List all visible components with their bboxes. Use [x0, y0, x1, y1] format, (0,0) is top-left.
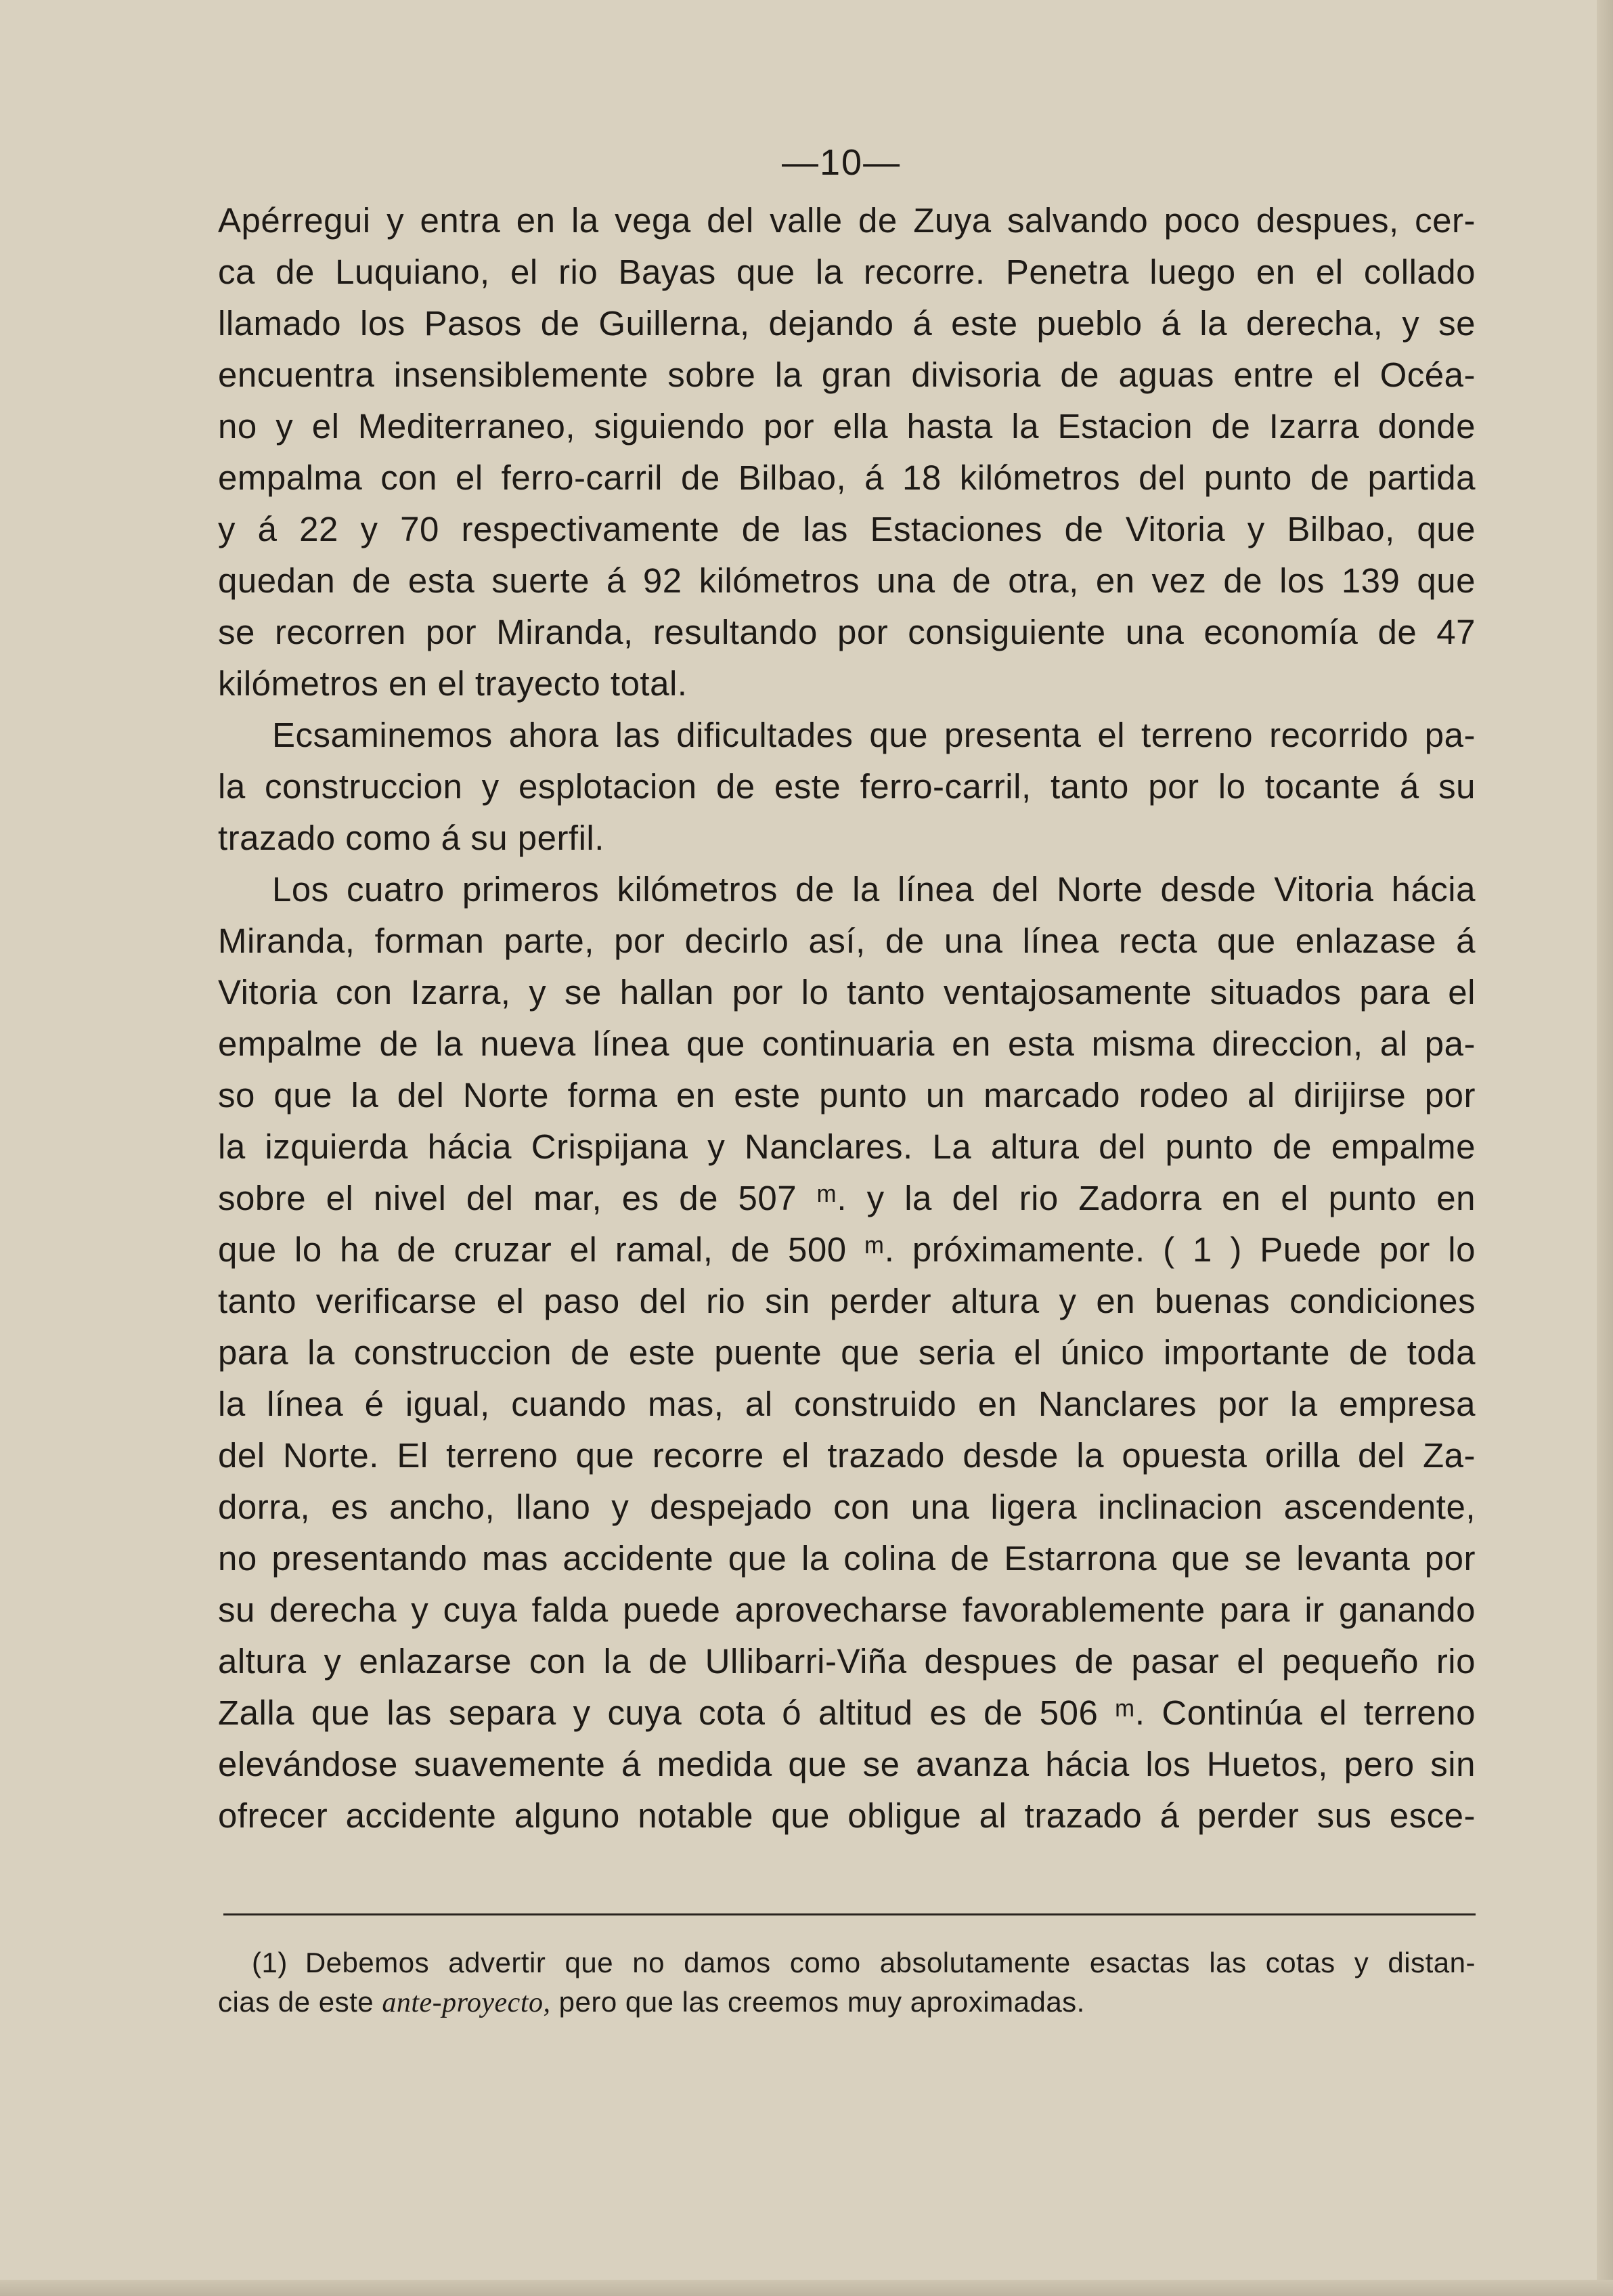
text-line: tanto verificarse el paso del rio sin perder altura y en buenas condiciones: [218, 1282, 1476, 1320]
footnote-divider: [223, 1913, 1476, 1915]
text-line: empalme de la nueva línea que continuaria en esta misma direccion, al pa-: [218, 1024, 1476, 1063]
text-line: su derecha y cuya falda puede aprovecharse favorablemente para ir ganando: [218, 1590, 1476, 1629]
paragraph-first-line: Los cuatro primeros kilómetros de la línea del Norte desde Vitoria hácia: [272, 870, 1476, 909]
footnote-text: cias de este: [218, 1986, 382, 2018]
page-number: —10—: [782, 142, 902, 183]
text-line: no presentando mas accidente que la colina de Estarrona que se levanta por: [218, 1539, 1476, 1578]
paragraph-first-line: Ecsaminemos ahora las dificultades que presenta el terreno recorrido pa-: [272, 716, 1476, 754]
text-line: Zalla que las separa y cuya cota ó altitud es de 506 ᵐ. Continúa el terreno: [218, 1693, 1476, 1732]
text-line: que lo ha de cruzar el ramal, de 500 ᵐ. próximamente. ( 1 ) Puede por lo: [218, 1230, 1476, 1269]
text-line: so que la del Norte forma en este punto un marcado rodeo al dirijirse por: [218, 1076, 1476, 1114]
footnote-mark: (1): [252, 1947, 288, 1978]
text-line: la construccion y esplotacion de este ferro-carril, tanto por lo tocante á su: [218, 767, 1476, 806]
text-line: trazado como á su perfil.: [218, 819, 604, 857]
page-edge-shadow: [1597, 0, 1613, 2296]
text-line: dorra, es ancho, llano y despejado con una ligera inclinacion ascendente,: [218, 1488, 1476, 1526]
text-line: Apérregui y entra en la vega del valle de Zuya salvando poco despues, cer-: [218, 201, 1476, 240]
text-line: sobre el nivel del mar, es de 507 ᵐ. y la del rio Zadorra en el punto en: [218, 1179, 1476, 1217]
page-edge-shadow-bottom: [0, 2280, 1613, 2296]
text-line: Vitoria con Izarra, y se hallan por lo tanto ventajosamente situados para el: [218, 973, 1476, 1012]
footnote-italic-term: ante-proyecto,: [382, 1987, 551, 2018]
footnote-text: pero que las creemos muy aproximadas.: [550, 1986, 1085, 2018]
text-line: encuentra insensiblemente sobre la gran divisoria de aguas entre el Océa-: [218, 355, 1476, 394]
text-line: para la construccion de este puente que seria el único importante de toda: [218, 1333, 1476, 1372]
text-line: del Norte. El terreno que recorre el trazado desde la opuesta orilla del Za-: [218, 1436, 1476, 1475]
text-line: ca de Luquiano, el rio Bayas que la recorre. Penetra luego en el collado: [218, 253, 1476, 291]
text-line: empalma con el ferro-carril de Bilbao, á 18 kilómetros del punto de partida: [218, 458, 1476, 497]
text-line: llamado los Pasos de Guillerna, dejando á este pueblo á la derecha, y se: [218, 304, 1476, 343]
text-line: kilómetros en el trayecto total.: [218, 664, 688, 703]
text-line: se recorren por Miranda, resultando por consiguiente una economía de 47: [218, 613, 1476, 651]
text-line: Miranda, forman parte, por decirlo así, de una línea recta que enlazase á: [218, 922, 1476, 960]
text-line: la línea é igual, cuando mas, al construido en Nanclares por la empresa: [218, 1385, 1476, 1423]
text-line: y á 22 y 70 respectivamente de las Estaciones de Vitoria y Bilbao, que: [218, 510, 1476, 548]
text-line: quedan de esta suerte á 92 kilómetros una de otra, en vez de los 139 que: [218, 561, 1476, 600]
text-line: ofrecer accidente alguno notable que obligue al trazado á perder sus esce-: [218, 1796, 1476, 1835]
footnote: [218, 1943, 1476, 2022]
text-line: elevándose suavemente á medida que se avanza hácia los Huetos, pero sin: [218, 1745, 1476, 1783]
footnote-line: [218, 1983, 1476, 2022]
text-line: altura y enlazarse con la de Ullibarri-Viña despues de pasar el pequeño rio: [218, 1642, 1476, 1681]
text-line: la izquierda hácia Crispijana y Nanclares. La altura del punto de empalme: [218, 1127, 1476, 1166]
footnote-line: [218, 1943, 1476, 1983]
footnote-text: Debemos advertir que no damos como absolutamente esactas las cotas y distan-: [305, 1947, 1476, 1978]
text-line: no y el Mediterraneo, siguiendo por ella hasta la Estacion de Izarra donde: [218, 407, 1476, 446]
body-text: [218, 195, 1476, 1842]
